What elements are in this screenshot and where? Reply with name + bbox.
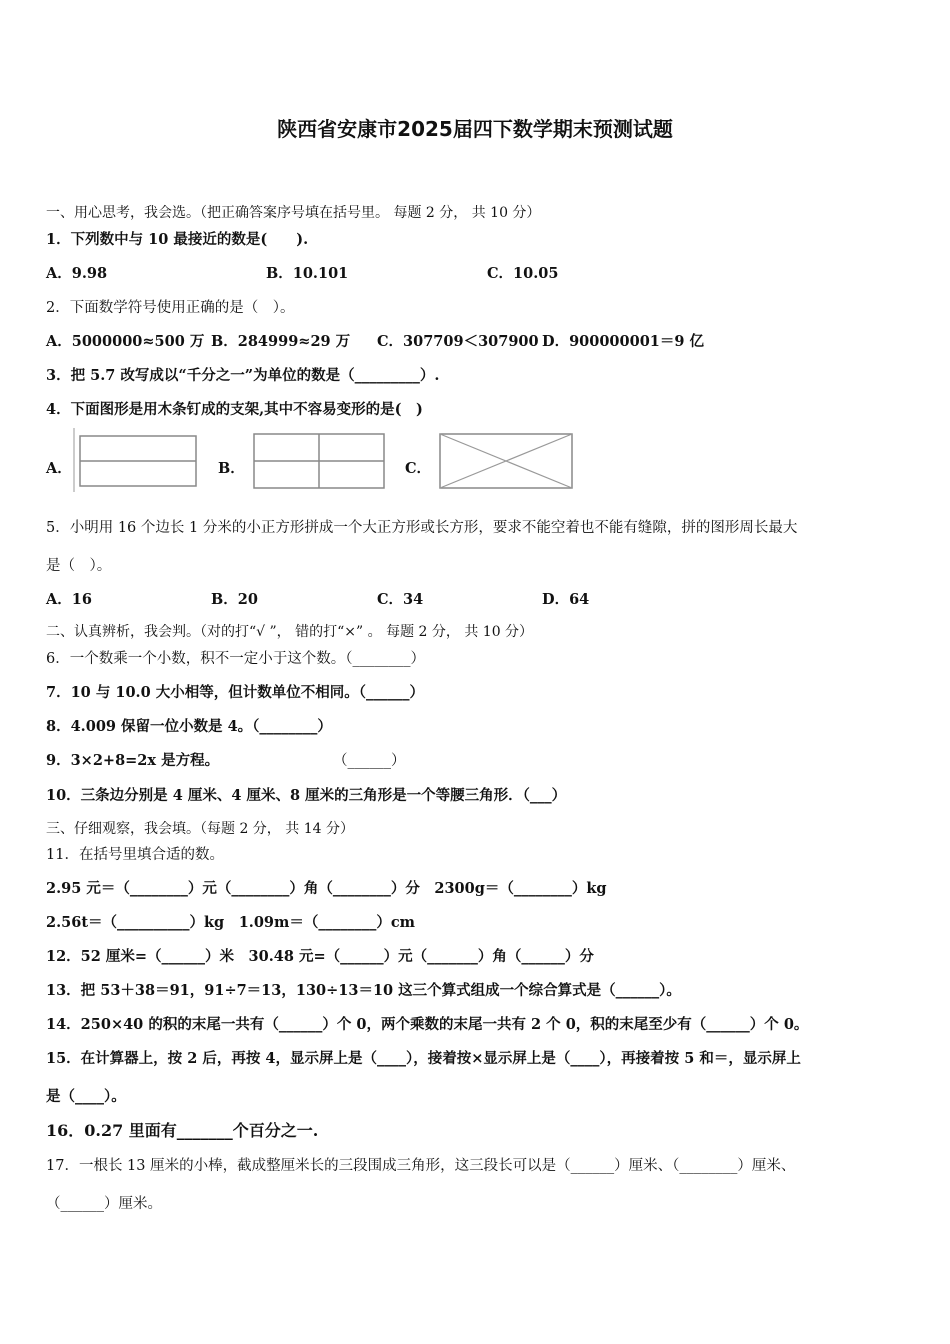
q5-option-a: A．16 [46,591,92,608]
q4-option-c-label: C． [405,460,432,477]
question-1: 1．下列数中与 10 最接近的数是( ). [46,231,309,248]
q1-option-c: C．10.05 [487,265,559,282]
q4-figure-b [252,432,386,490]
q1-option-a: A．9.98 [46,265,108,282]
q2-option-a: A．5000000≈500 万 [46,333,205,350]
question-17-line-2: （______）厘米。 [46,1196,162,1212]
question-9: 9．3×2+8=2x 是方程。 [46,752,220,769]
section-2-heading: 二、认真辨析，我会判。（对的打“√ ”， 错的打“×” 。 每题 2 分， 共 10 分） [46,624,534,640]
question-7: 7．10 与 10.0 大小相等，但计数单位不相同。（______） [46,684,424,701]
q5-option-d: D．64 [542,591,590,608]
q2-option-d: D．900000001＝9 亿 [542,333,705,350]
q2-option-b: B．284999≈29 万 [211,333,351,350]
q5-option-c: C．34 [377,591,424,608]
question-15-line-2: 是（____）。 [46,1088,126,1105]
q5-option-b: B．20 [211,591,258,608]
question-11-line-1: 2.95 元＝（________）元（________）角（________）分 2300g＝（________）kg [46,880,607,897]
question-5-line-2: 是（ ）。 [46,558,112,574]
question-17-line-1: 17．一根长 13 厘米的小棒，截成整厘米长的三段围成三角形，这三段长可以是（______）厘米、（________）厘米、 [46,1158,796,1174]
section-1-heading: 一、用心思考，我会选。（把正确答案序号填在括号里。 每题 2 分， 共 10 分） [46,205,541,221]
q4-option-b-label: B． [218,460,245,477]
question-6: 6．一个数乘一个小数，积不一定小于这个数。（________） [46,651,425,667]
question-5-line-1: 5．小明用 16 个边长 1 分米的小正方形拼成一个大正方形或长方形，要求不能空着也不能有缝隙，拼的图形周长最大 [46,520,798,536]
question-11-line-2: 2.56t＝（__________）kg 1.09m＝（________）cm [46,914,416,931]
q2-option-c: C．307709＜307900 [377,333,539,350]
question-10: 10．三条边分别是 4 厘米、4 厘米、8 厘米的三角形是一个等腰三角形．（___） [46,787,567,804]
question-12: 12．52 厘米=（______）米 30.48 元=（______）元（_______）角（______）分 [46,948,594,965]
q4-figure-a [72,428,198,492]
question-9-blank: （______） [333,753,406,769]
question-11: 11．在括号里填合适的数。 [46,847,224,863]
question-13: 13．把 53＋38＝91，91÷7＝13，130÷13＝10 这三个算式组成一个综合算式是（______）。 [46,982,681,999]
question-15-line-1: 15．在计算器上，按 2 后，再按 4，显示屏上是（____），接着按×显示屏上是（____），再接着按 5 和＝，显示屏上 [46,1050,801,1067]
question-16: 16．0.27 里面有_______个百分之一. [46,1121,319,1140]
question-3: 3．把 5.7 改写成以“千分之一”为单位的数是（_________）. [46,367,440,384]
section-3-heading: 三、仔细观察，我会填。（每题 2 分， 共 14 分） [46,821,354,837]
question-8: 8．4.009 保留一位小数是 4。（________） [46,718,332,735]
question-14: 14．250×40 的积的末尾一共有（______）个 0，两个乘数的末尾一共有 2 个 0，积的末尾至少有（______）个 0。 [46,1016,809,1033]
page-title: 陕西省安康市2025届四下数学期末预测试题 [277,117,673,141]
question-4: 4．下面图形是用木条钉成的支架,其中不容易变形的是( ) [46,401,423,418]
q1-option-b: B．10.101 [266,265,349,282]
q4-option-a-label: A． [46,460,72,477]
q4-figure-c [438,432,574,490]
question-2: 2．下面数学符号使用正确的是（ ）。 [46,300,295,316]
